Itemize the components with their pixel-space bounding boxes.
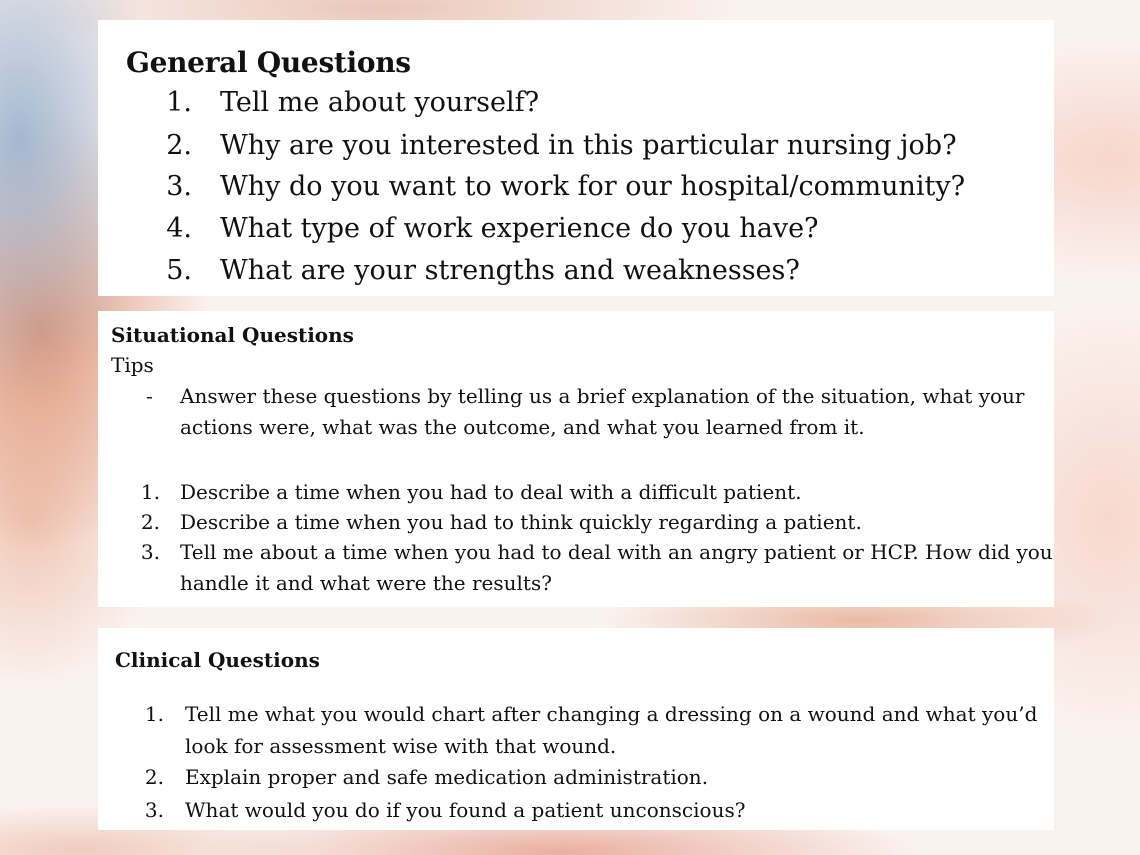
list-item-text: Tell me about yourself? xyxy=(220,87,540,118)
tip-bullet: - xyxy=(146,384,153,408)
tip-line: Answer these questions by telling us a brief explanation of the situation, what your xyxy=(180,384,1025,408)
list-number: 5. xyxy=(166,255,192,286)
list-number: 1. xyxy=(166,87,192,118)
general-questions-panel xyxy=(98,20,1054,296)
list-number: 2. xyxy=(166,130,192,161)
list-item-text: What would you do if you found a patient unconscious? xyxy=(185,798,746,822)
tip-line: actions were, what was the outcome, and what you learned from it. xyxy=(180,415,865,439)
list-item-text: Describe a time when you had to deal with a difficult patient. xyxy=(180,480,802,504)
list-item-text: Tell me what you would chart after changing a dressing on a wound and what you’d xyxy=(185,702,1038,726)
list-number: 1. xyxy=(140,480,160,504)
clinical-questions-title: Clinical Questions xyxy=(115,648,320,672)
list-item-text: handle it and what were the results? xyxy=(180,571,552,595)
list-number: 1. xyxy=(144,702,164,726)
situational-questions-panel xyxy=(98,311,1054,607)
list-item-text: Why do you want to work for our hospital/community? xyxy=(220,171,966,202)
general-questions-title: General Questions xyxy=(126,46,411,79)
list-number: 4. xyxy=(166,213,192,244)
list-item-text: Describe a time when you had to think quickly regarding a patient. xyxy=(180,510,862,534)
list-number: 2. xyxy=(140,510,160,534)
list-item-text: look for assessment wise with that wound. xyxy=(185,734,617,758)
list-number: 3. xyxy=(140,540,160,564)
list-item-text: What type of work experience do you have? xyxy=(220,213,819,244)
list-item-text: Explain proper and safe medication administration. xyxy=(185,765,709,789)
tips-label: Tips xyxy=(111,353,154,377)
list-item-text: Tell me about a time when you had to deal with an angry patient or HCP. How did you xyxy=(180,540,1053,564)
list-item-text: Why are you interested in this particular nursing job? xyxy=(220,130,957,161)
clinical-questions-panel xyxy=(98,628,1054,830)
list-number: 2. xyxy=(144,765,164,789)
list-item-text: What are your strengths and weaknesses? xyxy=(220,255,800,286)
list-number: 3. xyxy=(144,798,164,822)
list-number: 3. xyxy=(166,171,192,202)
situational-questions-title: Situational Questions xyxy=(111,323,354,347)
